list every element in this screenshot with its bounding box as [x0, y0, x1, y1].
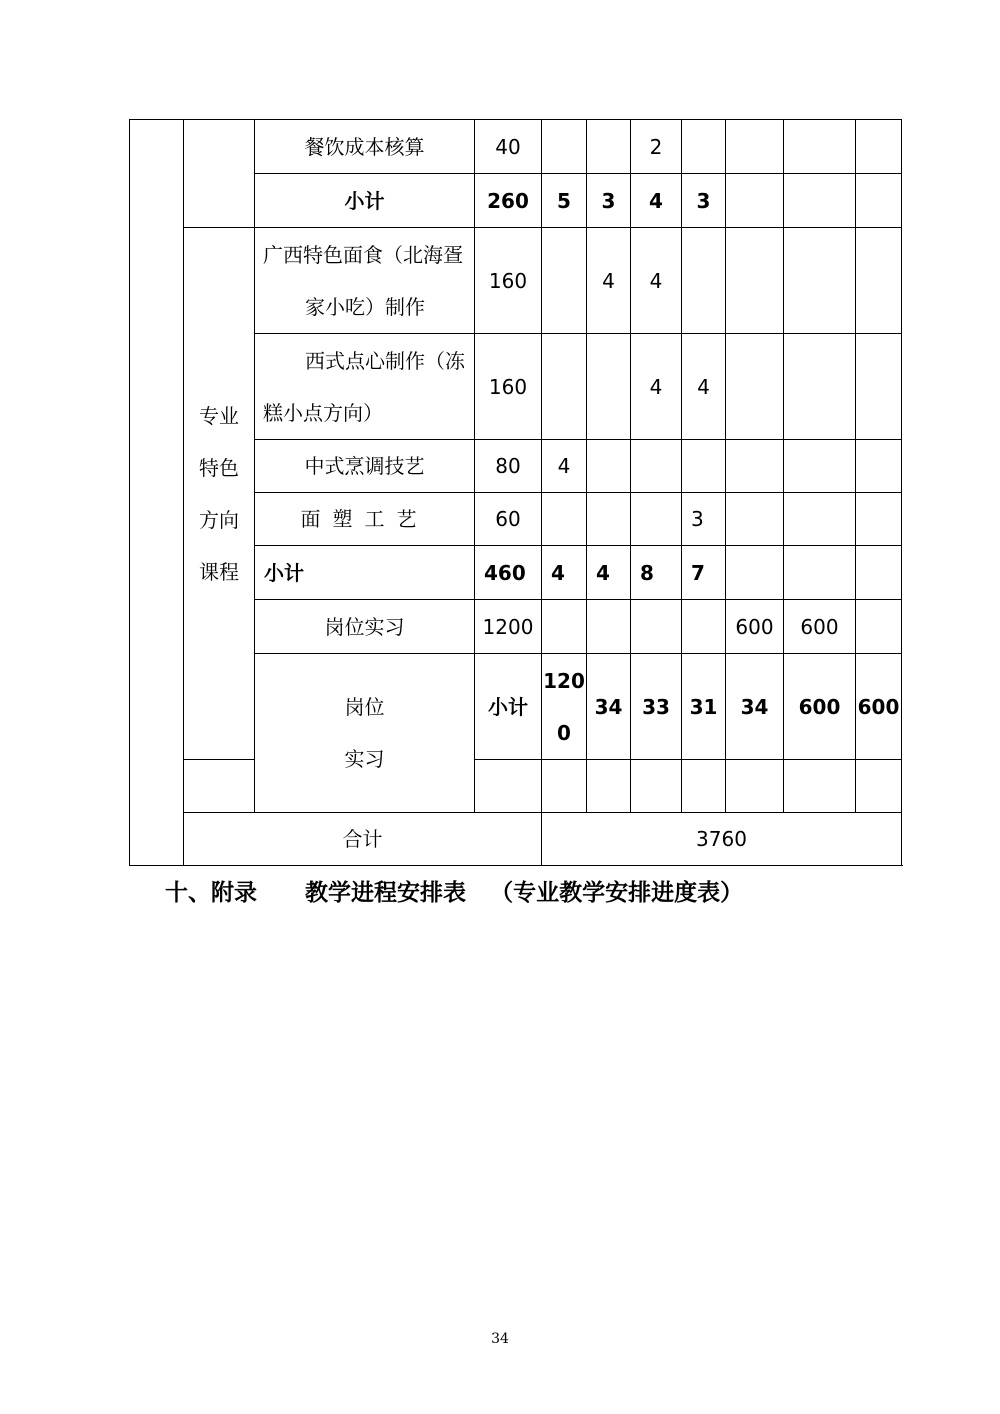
course-name: 面塑工艺 — [255, 493, 475, 546]
semester-5-cell — [726, 493, 784, 546]
total-label: 合计 — [184, 813, 542, 866]
extra-cell — [856, 546, 902, 600]
semester-5-cell — [726, 440, 784, 493]
course-name: 中式烹调技艺 — [255, 440, 475, 493]
hours-line: 120 — [543, 668, 585, 693]
empty-cell — [475, 760, 542, 813]
semester-6-cell — [784, 174, 856, 228]
semester-1-cell: 34 — [587, 654, 631, 760]
total-row — [130, 813, 902, 866]
extra-cell — [856, 493, 902, 546]
hours-cell: 80 — [475, 440, 542, 493]
extra-cell — [856, 440, 902, 493]
semester-5-cell — [726, 546, 784, 600]
semester-6-cell — [784, 546, 856, 600]
table-row — [130, 228, 902, 334]
semester-1-cell: 5 — [542, 174, 587, 228]
hours-cell: 160 — [475, 334, 542, 440]
semester-6-cell: 600 — [856, 654, 902, 760]
semester-1-cell: 4 — [542, 440, 587, 493]
course-name: 岗位实习 — [255, 600, 475, 654]
group-label-specialty — [184, 228, 255, 760]
semester-5-cell — [726, 228, 784, 334]
extra-cell — [856, 334, 902, 440]
hours-cell: 160 — [475, 228, 542, 334]
semester-6-cell: 600 — [784, 600, 856, 654]
semester-5-cell — [726, 174, 784, 228]
table-row — [130, 760, 902, 813]
course-name — [255, 334, 475, 440]
section-heading-title: 教学进程安排表 — [305, 880, 467, 906]
semester-2-cell — [587, 440, 631, 493]
semester-3-cell: 4 — [631, 174, 682, 228]
semester-4-cell — [682, 440, 726, 493]
hours-cell: 40 — [475, 120, 542, 174]
group-label-internship — [255, 654, 475, 813]
empty-cell — [542, 760, 587, 813]
semester-2-cell: 33 — [631, 654, 682, 760]
group-label-line: 特色 — [199, 455, 239, 480]
semester-2-cell — [587, 334, 631, 440]
section-heading-subtitle: （专业教学安排进度表） — [490, 880, 744, 906]
semester-3-cell: 8 — [631, 546, 682, 600]
semester-1-cell — [542, 228, 587, 334]
semester-3-cell — [631, 493, 682, 546]
semester-6-cell — [784, 334, 856, 440]
semester-2-cell — [587, 493, 631, 546]
semester-6-cell — [784, 228, 856, 334]
outer-category-cell — [130, 120, 184, 866]
empty-cell — [784, 760, 856, 813]
curriculum-table — [129, 119, 902, 866]
hours-cell — [542, 654, 587, 760]
hours-cell: 1200 — [475, 600, 542, 654]
semester-4-cell — [682, 600, 726, 654]
semester-3-cell — [631, 600, 682, 654]
semester-4-cell: 3 — [682, 493, 726, 546]
course-name-line: 西式点心制作（冻 — [305, 348, 465, 373]
hours-line: 0 — [557, 720, 571, 745]
semester-1-cell — [542, 493, 587, 546]
subtotal-label: 小计 — [255, 174, 475, 228]
semester-4-cell — [682, 228, 726, 334]
course-name: 餐饮成本核算 — [255, 120, 475, 174]
empty-cell — [631, 760, 682, 813]
group-label-line: 方向 — [199, 507, 239, 532]
semester-3-cell: 4 — [631, 334, 682, 440]
semester-2-cell — [587, 600, 631, 654]
semester-6-cell — [784, 120, 856, 174]
hours-cell: 60 — [475, 493, 542, 546]
extra-cell — [856, 120, 902, 174]
course-name-line: 糕小点方向） — [263, 400, 383, 425]
semester-5-cell — [726, 334, 784, 440]
group-label-line: 岗位 — [344, 695, 385, 719]
empty-cell — [682, 760, 726, 813]
page-number: 34 — [491, 1331, 509, 1347]
group-label-line: 专业 — [199, 403, 239, 428]
group-label-line: 课程 — [199, 559, 239, 584]
semester-4-cell: 3 — [682, 174, 726, 228]
semester-6-cell — [784, 440, 856, 493]
semester-5-cell: 600 — [784, 654, 856, 760]
empty-cell — [856, 760, 902, 813]
subtotal-label: 小计 — [475, 654, 542, 760]
semester-6-cell — [784, 493, 856, 546]
hours-cell: 260 — [475, 174, 542, 228]
empty-cell — [587, 760, 631, 813]
semester-3-cell — [631, 440, 682, 493]
semester-5-cell — [726, 120, 784, 174]
extra-cell — [856, 174, 902, 228]
extra-cell — [856, 600, 902, 654]
semester-3-cell: 4 — [631, 228, 682, 334]
total-value: 3760 — [542, 813, 902, 866]
group-cell-core — [184, 120, 255, 228]
semester-4-cell: 4 — [682, 334, 726, 440]
table-row — [130, 120, 902, 174]
semester-1-cell — [542, 120, 587, 174]
semester-2-cell: 4 — [587, 546, 631, 600]
semester-4-cell: 34 — [726, 654, 784, 760]
extra-cell — [856, 228, 902, 334]
section-heading — [165, 876, 743, 910]
semester-2-cell: 4 — [587, 228, 631, 334]
semester-5-cell: 600 — [726, 600, 784, 654]
empty-cell — [184, 760, 255, 813]
semester-2-cell — [587, 120, 631, 174]
semester-2-cell: 3 — [587, 174, 631, 228]
semester-1-cell — [542, 600, 587, 654]
section-heading-prefix: 十、附录 — [165, 880, 257, 906]
course-name-line: 广西特色面食（北海疍 — [263, 242, 463, 267]
course-name-line: 家小吃）制作 — [305, 294, 425, 319]
course-name — [255, 228, 475, 334]
semester-3-cell: 2 — [631, 120, 682, 174]
semester-1-cell: 4 — [542, 546, 587, 600]
subtotal-label: 小计 — [255, 546, 475, 600]
hours-cell: 460 — [475, 546, 542, 600]
semester-3-cell: 31 — [682, 654, 726, 760]
semester-4-cell: 7 — [682, 546, 726, 600]
empty-cell — [726, 760, 784, 813]
semester-1-cell — [542, 334, 587, 440]
semester-4-cell — [682, 120, 726, 174]
group-label-line: 实习 — [344, 747, 385, 771]
